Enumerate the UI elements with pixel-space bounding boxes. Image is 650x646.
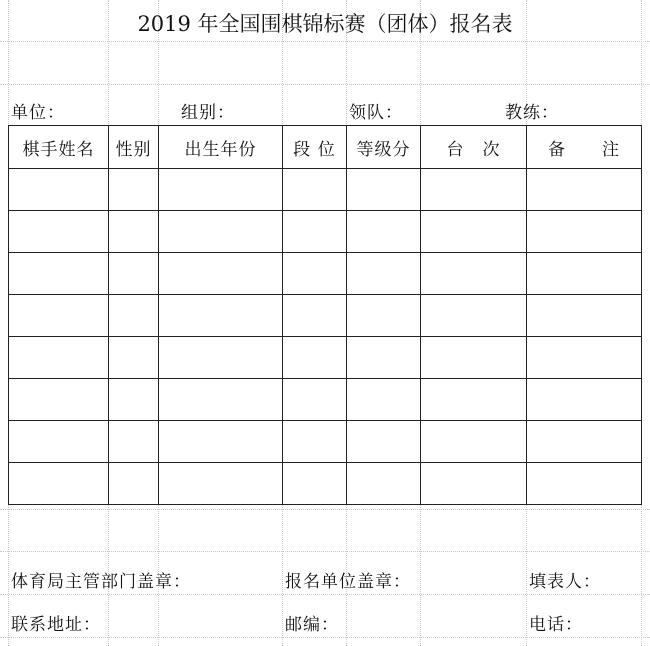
cell-player-name[interactable] — [9, 295, 109, 337]
cell-dan-rank[interactable] — [283, 295, 347, 337]
table-row — [9, 253, 642, 295]
unit-label: 单位： — [11, 103, 65, 123]
team-leader-label: 领队： — [349, 103, 403, 123]
cell-dan-rank[interactable] — [283, 169, 347, 211]
cell-board-order[interactable] — [421, 211, 527, 253]
table-row — [9, 337, 642, 379]
cell-rating[interactable] — [347, 211, 421, 253]
cell-player-name[interactable] — [9, 463, 109, 505]
cell-remarks[interactable] — [527, 463, 642, 505]
cell-rating[interactable] — [347, 463, 421, 505]
cell-rating[interactable] — [347, 253, 421, 295]
table-row — [9, 295, 642, 337]
cell-gender[interactable] — [109, 211, 159, 253]
cell-birth-year[interactable] — [159, 463, 283, 505]
cell-player-name[interactable] — [9, 211, 109, 253]
cell-birth-year[interactable] — [159, 253, 283, 295]
cell-gender[interactable] — [109, 379, 159, 421]
cell-birth-year[interactable] — [159, 379, 283, 421]
sports-bureau-seal-label: 体育局主管部门盖章： — [11, 572, 191, 592]
table-row — [9, 379, 642, 421]
registering-unit-seal-label: 报名单位盖章： — [285, 572, 411, 592]
cell-remarks[interactable] — [527, 211, 642, 253]
header-board-order: 台 次 — [421, 126, 527, 169]
table-header-row — [9, 126, 642, 169]
contact-address-label: 联系地址： — [11, 615, 101, 635]
filled-by-label: 填表人： — [529, 572, 601, 592]
cell-dan-rank[interactable] — [283, 463, 347, 505]
cell-dan-rank[interactable] — [283, 337, 347, 379]
cell-board-order[interactable] — [421, 295, 527, 337]
cell-rating[interactable] — [347, 169, 421, 211]
table-row — [9, 211, 642, 253]
cell-remarks[interactable] — [527, 337, 642, 379]
registration-table — [8, 125, 642, 505]
header-birth-year: 出生年份 — [159, 126, 283, 169]
cell-gender[interactable] — [109, 295, 159, 337]
cell-birth-year[interactable] — [159, 169, 283, 211]
cell-player-name[interactable] — [9, 421, 109, 463]
header-player-name: 棋手姓名 — [9, 126, 109, 169]
cell-birth-year[interactable] — [159, 295, 283, 337]
cell-player-name[interactable] — [9, 169, 109, 211]
postcode-label: 邮编： — [285, 615, 339, 635]
cell-dan-rank[interactable] — [283, 253, 347, 295]
phone-label: 电话： — [529, 615, 583, 635]
cell-board-order[interactable] — [421, 463, 527, 505]
cell-board-order[interactable] — [421, 421, 527, 463]
cell-rating[interactable] — [347, 421, 421, 463]
cell-board-order[interactable] — [421, 253, 527, 295]
header-rating: 等级分 — [347, 126, 421, 169]
cell-board-order[interactable] — [421, 337, 527, 379]
cell-gender[interactable] — [109, 169, 159, 211]
cell-birth-year[interactable] — [159, 337, 283, 379]
cell-remarks[interactable] — [527, 295, 642, 337]
cell-gender[interactable] — [109, 253, 159, 295]
cell-board-order[interactable] — [421, 379, 527, 421]
table-row — [9, 169, 642, 211]
cell-gender[interactable] — [109, 421, 159, 463]
cell-gender[interactable] — [109, 337, 159, 379]
cell-dan-rank[interactable] — [283, 211, 347, 253]
cell-gender[interactable] — [109, 463, 159, 505]
cell-rating[interactable] — [347, 337, 421, 379]
cell-rating[interactable] — [347, 295, 421, 337]
header-dan-rank: 段 位 — [283, 126, 347, 169]
cell-remarks[interactable] — [527, 421, 642, 463]
cell-player-name[interactable] — [9, 253, 109, 295]
cell-player-name[interactable] — [9, 337, 109, 379]
cell-birth-year[interactable] — [159, 211, 283, 253]
cell-rating[interactable] — [347, 379, 421, 421]
cell-player-name[interactable] — [9, 379, 109, 421]
form-title: 2019 年全国围棋锦标赛（团体）报名表 — [137, 12, 513, 36]
header-gender: 性别 — [109, 126, 159, 169]
cell-remarks[interactable] — [527, 169, 642, 211]
cell-birth-year[interactable] — [159, 421, 283, 463]
table-row — [9, 421, 642, 463]
cell-board-order[interactable] — [421, 169, 527, 211]
header-remarks: 备 注 — [527, 126, 642, 169]
cell-dan-rank[interactable] — [283, 379, 347, 421]
group-label: 组别： — [181, 103, 235, 123]
cell-remarks[interactable] — [527, 379, 642, 421]
cell-dan-rank[interactable] — [283, 421, 347, 463]
cell-remarks[interactable] — [527, 253, 642, 295]
coach-label: 教练： — [505, 103, 559, 123]
table-row — [9, 463, 642, 505]
